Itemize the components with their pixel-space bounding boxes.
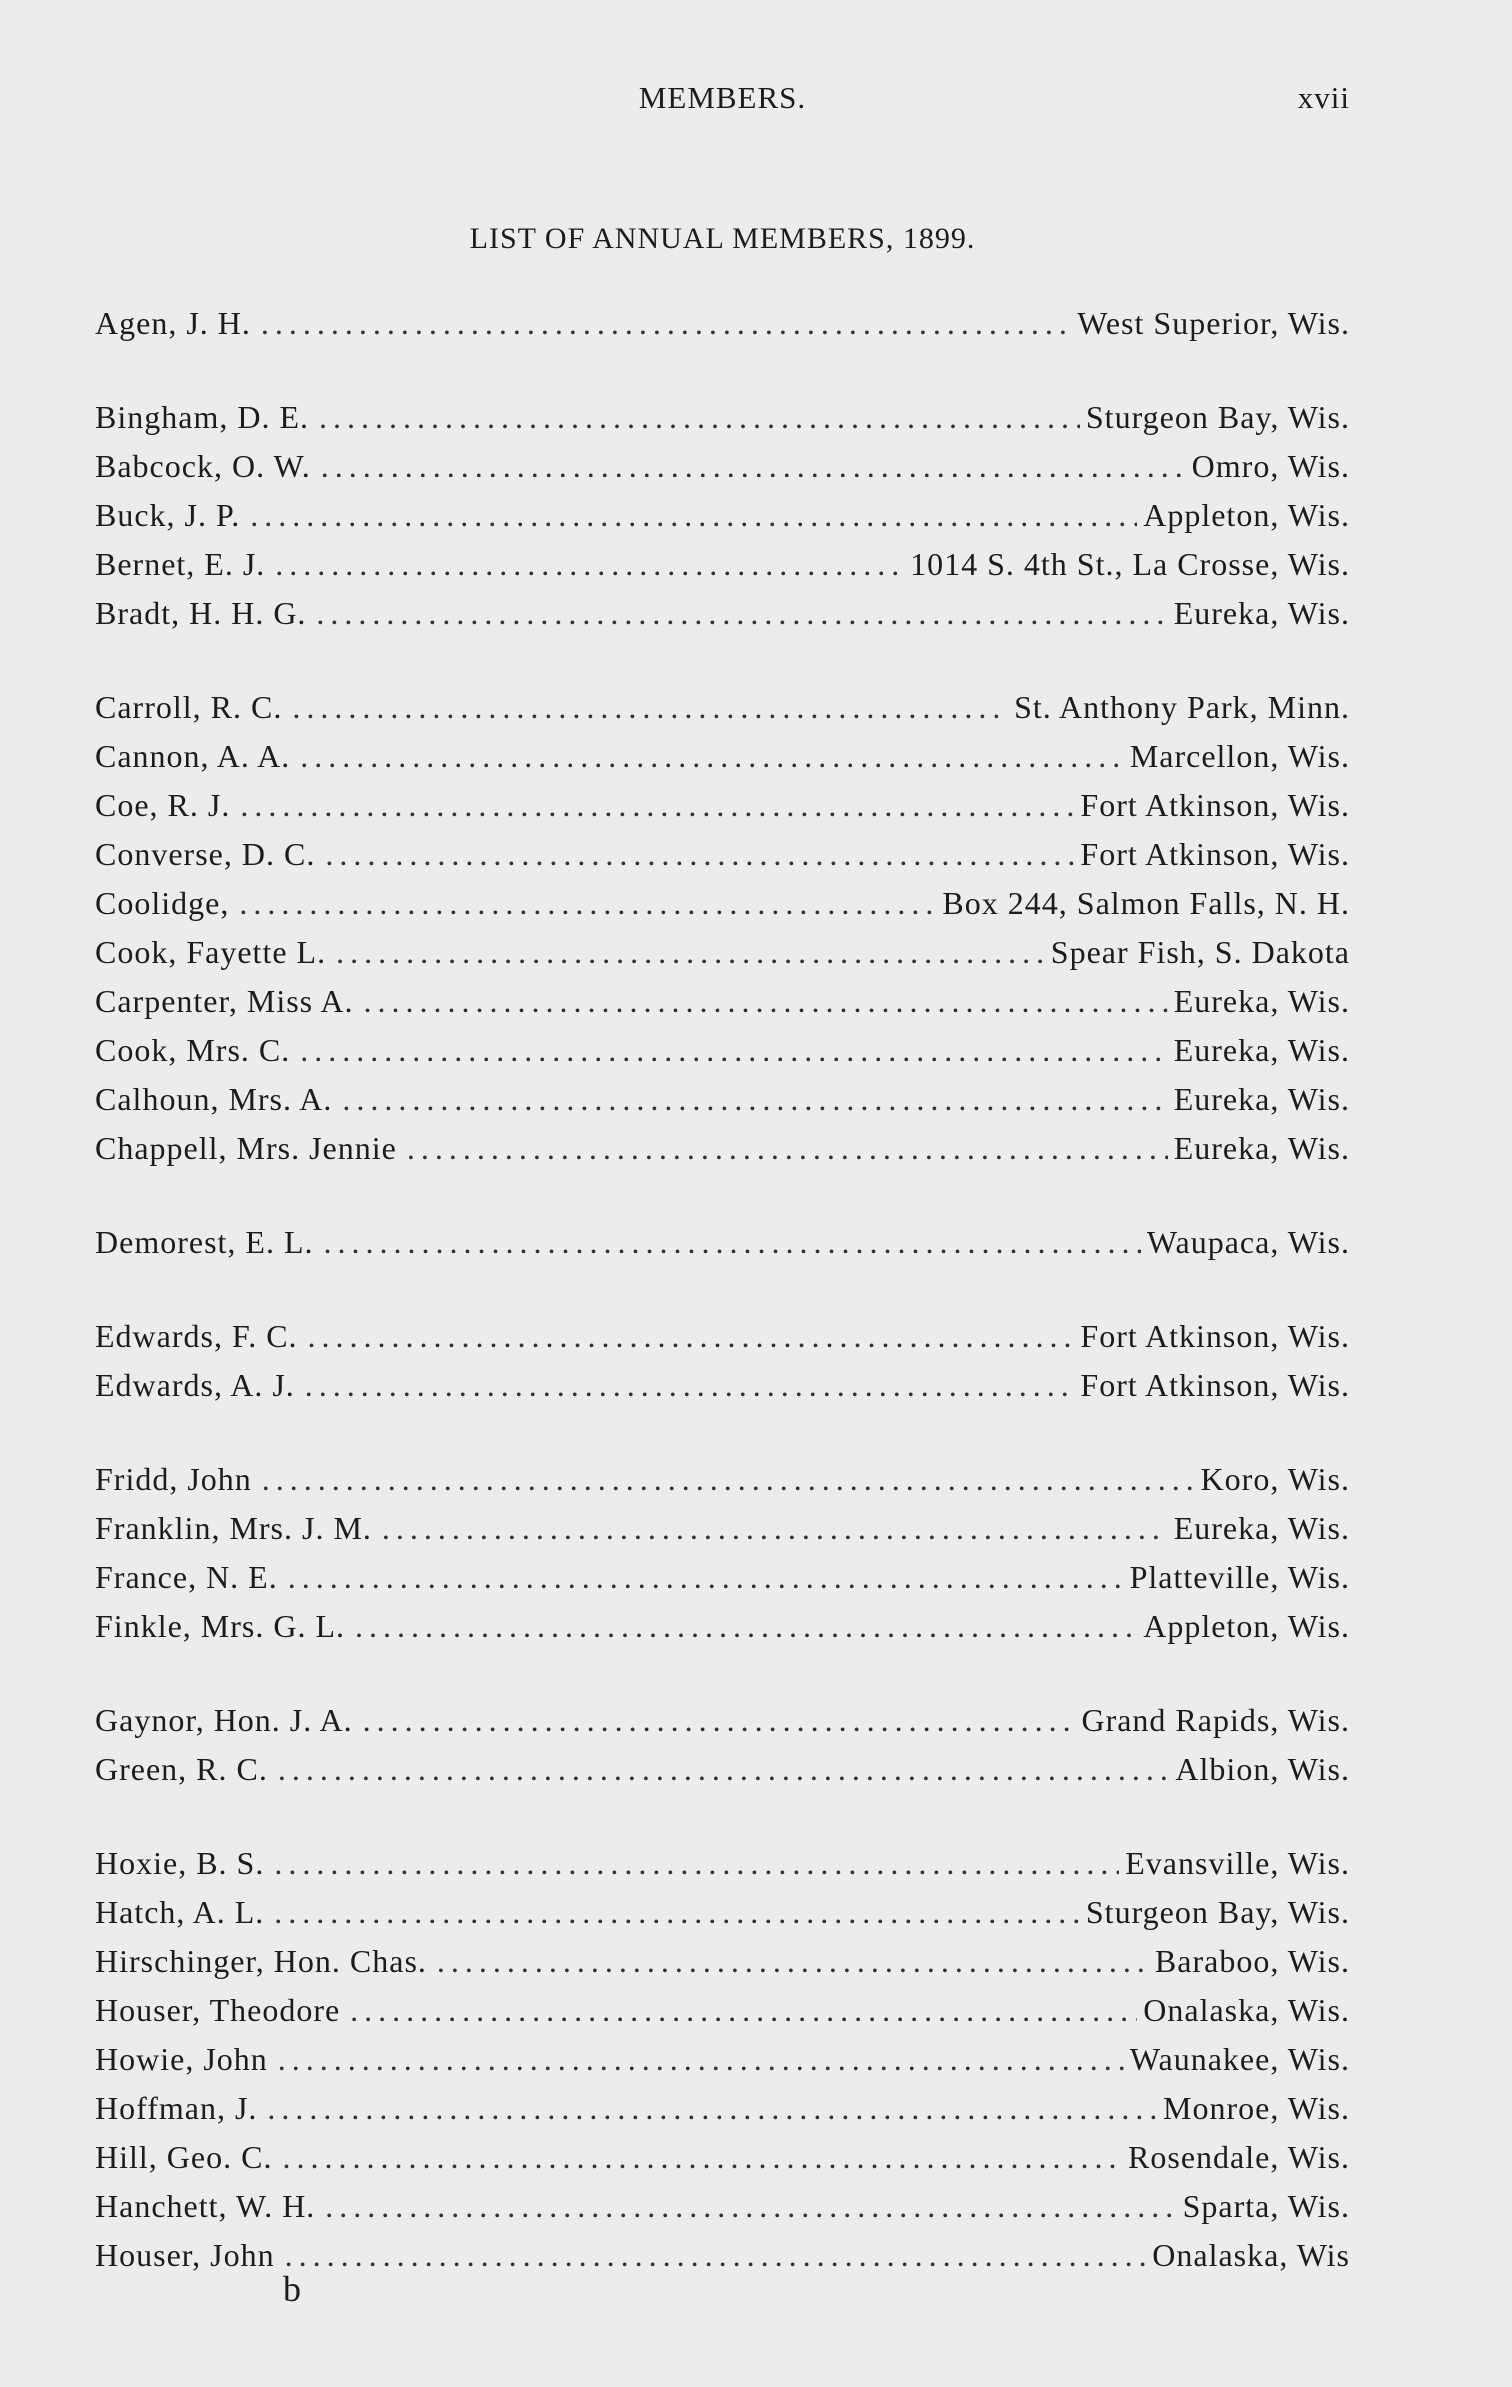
member-row (95, 2041, 1350, 2090)
dot-leader (324, 1224, 1141, 1261)
dot-leader (308, 1318, 1075, 1355)
member-name: Bingham, D. E. (95, 399, 309, 435)
member-name: Carpenter, Miss A. (95, 983, 354, 1019)
member-place: Waunakee, Wis. (1129, 2041, 1350, 2077)
member-row (95, 448, 1350, 497)
member-row (95, 1461, 1350, 1510)
running-head (95, 80, 1350, 130)
member-name: Hatch, A. L. (95, 1894, 265, 1930)
dot-leader (267, 2090, 1157, 2127)
member-name: Edwards, A. J. (95, 1367, 295, 1403)
member-place: Fort Atkinson, Wis. (1080, 836, 1350, 872)
member-place: Marcellon, Wis. (1129, 738, 1350, 774)
dot-leader (261, 305, 1071, 342)
member-row (95, 1845, 1350, 1894)
member-name: Buck, J. P. (95, 497, 241, 533)
member-group (95, 1461, 1350, 1657)
dot-leader (325, 836, 1074, 873)
member-row (95, 2090, 1350, 2139)
member-place: Onalaska, Wis (1152, 2237, 1350, 2273)
dot-leader (292, 689, 1008, 726)
member-place: Sturgeon Bay, Wis. (1085, 1894, 1350, 1930)
member-name: Bernet, E. J. (95, 546, 266, 582)
member-name: Carroll, R. C. (95, 689, 283, 725)
member-name: Houser, John (95, 2237, 275, 2273)
member-place: Rosendale, Wis. (1128, 2139, 1350, 2175)
member-group (95, 1845, 1350, 2286)
member-row (95, 787, 1350, 836)
member-row (95, 738, 1350, 787)
member-name: Edwards, F. C. (95, 1318, 298, 1354)
member-row (95, 2188, 1350, 2237)
member-place: Eureka, Wis. (1173, 1130, 1350, 1166)
member-place: Appleton, Wis. (1143, 1608, 1350, 1644)
member-name: Cannon, A. A. (95, 738, 291, 774)
member-row (95, 305, 1350, 354)
dot-leader (382, 1510, 1168, 1547)
dot-leader (321, 448, 1186, 485)
member-row (95, 1943, 1350, 1992)
dot-leader (437, 1943, 1149, 1980)
member-row (95, 934, 1350, 983)
dot-leader (350, 1992, 1137, 2029)
dot-leader (239, 885, 936, 922)
signature-mark: b (283, 2269, 301, 2309)
member-row (95, 885, 1350, 934)
member-place: Monroe, Wis. (1163, 2090, 1350, 2126)
member-row (95, 595, 1350, 644)
dot-leader (262, 1461, 1195, 1498)
member-row (95, 1608, 1350, 1657)
member-row (95, 836, 1350, 885)
member-name: Babcock, O. W. (95, 448, 311, 484)
member-name: Cook, Fayette L. (95, 934, 327, 970)
member-name: Hill, Geo. C. (95, 2139, 273, 2175)
member-name: Calhoun, Mrs. A. (95, 1081, 333, 1117)
member-name: Hirschinger, Hon. Chas. (95, 1943, 427, 1979)
dot-leader (275, 546, 904, 583)
member-row (95, 689, 1350, 738)
dot-leader (282, 2139, 1122, 2176)
member-place: Sparta, Wis. (1182, 2188, 1350, 2224)
member-row (95, 1318, 1350, 1367)
member-place: Eureka, Wis. (1173, 1032, 1350, 1068)
page-number: xvii (1297, 80, 1350, 115)
dot-leader (363, 1702, 1076, 1739)
member-list (95, 305, 1350, 2331)
member-row (95, 1751, 1350, 1800)
dot-leader (250, 497, 1137, 534)
member-place: Fort Atkinson, Wis. (1080, 787, 1350, 823)
member-place: Spear Fish, S. Dakota (1050, 934, 1350, 970)
member-name: France, N. E. (95, 1559, 278, 1595)
member-row (95, 1224, 1350, 1273)
member-name: Bradt, H. H. G. (95, 595, 307, 631)
member-group (95, 305, 1350, 354)
member-name: Fridd, John (95, 1461, 252, 1497)
member-place: Eureka, Wis. (1173, 595, 1350, 631)
member-row (95, 1510, 1350, 1559)
member-name: Hanchett, W. H. (95, 2188, 316, 2224)
member-group (95, 1702, 1350, 1800)
member-row (95, 1367, 1350, 1416)
dot-leader (278, 2041, 1124, 2078)
member-name: Coe, R. J. (95, 787, 231, 823)
member-group (95, 1318, 1350, 1416)
dot-leader (319, 399, 1080, 436)
member-name: Hoffman, J. (95, 2090, 258, 2126)
member-name: Cook, Mrs. C. (95, 1032, 291, 1068)
dot-leader (288, 1559, 1124, 1596)
member-name: Converse, D. C. (95, 836, 316, 872)
member-row (95, 2139, 1350, 2188)
dot-leader (316, 595, 1167, 632)
member-place: Eureka, Wis. (1173, 1081, 1350, 1117)
member-name: Hoxie, B. S. (95, 1845, 265, 1881)
member-place: Omro, Wis. (1191, 448, 1350, 484)
member-group (95, 399, 1350, 644)
member-name: Coolidge, (95, 885, 230, 921)
member-name: Chappell, Mrs. Jennie (95, 1130, 397, 1166)
member-name: Franklin, Mrs. J. M. (95, 1510, 372, 1546)
running-title: MEMBERS. (638, 80, 807, 115)
dot-leader (407, 1130, 1168, 1167)
member-row (95, 497, 1350, 546)
member-row (95, 1032, 1350, 1081)
member-row (95, 983, 1350, 1032)
member-row (95, 546, 1350, 595)
member-place: Onalaska, Wis. (1143, 1992, 1350, 2028)
member-place: 1014 S. 4th St., La Crosse, Wis. (910, 546, 1350, 582)
member-place: Albion, Wis. (1175, 1751, 1350, 1787)
member-place: Eureka, Wis. (1173, 983, 1350, 1019)
dot-leader (274, 1845, 1119, 1882)
member-place: Baraboo, Wis. (1154, 1943, 1350, 1979)
member-place: Waupaca, Wis. (1146, 1224, 1350, 1260)
dot-leader (325, 2188, 1176, 2225)
member-name: Green, R. C. (95, 1751, 268, 1787)
member-place: Fort Atkinson, Wis. (1080, 1367, 1350, 1403)
member-row (95, 1702, 1350, 1751)
dot-leader (274, 1894, 1080, 1931)
dot-leader (363, 983, 1167, 1020)
member-name: Houser, Theodore (95, 1992, 341, 2028)
member-place: Eureka, Wis. (1173, 1510, 1350, 1546)
dot-leader (300, 1032, 1167, 1069)
member-place: Box 244, Salmon Falls, N. H. (942, 885, 1350, 921)
dot-leader (240, 787, 1074, 824)
dot-leader (342, 1081, 1167, 1118)
member-place: Sturgeon Bay, Wis. (1085, 399, 1350, 435)
list-title: LIST OF ANNUAL MEMBERS, 1899. (469, 222, 976, 255)
member-row (95, 1894, 1350, 1943)
member-group (95, 689, 1350, 1179)
member-place: Grand Rapids, Wis. (1081, 1702, 1350, 1738)
member-name: Howie, John (95, 2041, 268, 2077)
member-place: Platteville, Wis. (1129, 1559, 1350, 1595)
member-row (95, 1559, 1350, 1608)
dot-leader (278, 1751, 1170, 1788)
member-name: Agen, J. H. (95, 305, 251, 341)
member-group (95, 1224, 1350, 1273)
dot-leader (300, 738, 1124, 775)
member-row (95, 1081, 1350, 1130)
dot-leader (305, 1367, 1075, 1404)
member-row (95, 1992, 1350, 2041)
dot-leader (285, 2237, 1147, 2274)
member-name: Finkle, Mrs. G. L. (95, 1608, 345, 1644)
member-row (95, 399, 1350, 448)
member-place: Koro, Wis. (1200, 1461, 1350, 1497)
member-place: Fort Atkinson, Wis. (1080, 1318, 1350, 1354)
member-name: Demorest, E. L. (95, 1224, 314, 1260)
member-place: Evansville, Wis. (1125, 1845, 1350, 1881)
dot-leader (336, 934, 1045, 971)
member-name: Gaynor, Hon. J. A. (95, 1702, 353, 1738)
member-row (95, 1130, 1350, 1179)
member-place: St. Anthony Park, Minn. (1014, 689, 1350, 725)
dot-leader (355, 1608, 1137, 1645)
member-place: West Superior, Wis. (1077, 305, 1350, 341)
member-place: Appleton, Wis. (1143, 497, 1350, 533)
